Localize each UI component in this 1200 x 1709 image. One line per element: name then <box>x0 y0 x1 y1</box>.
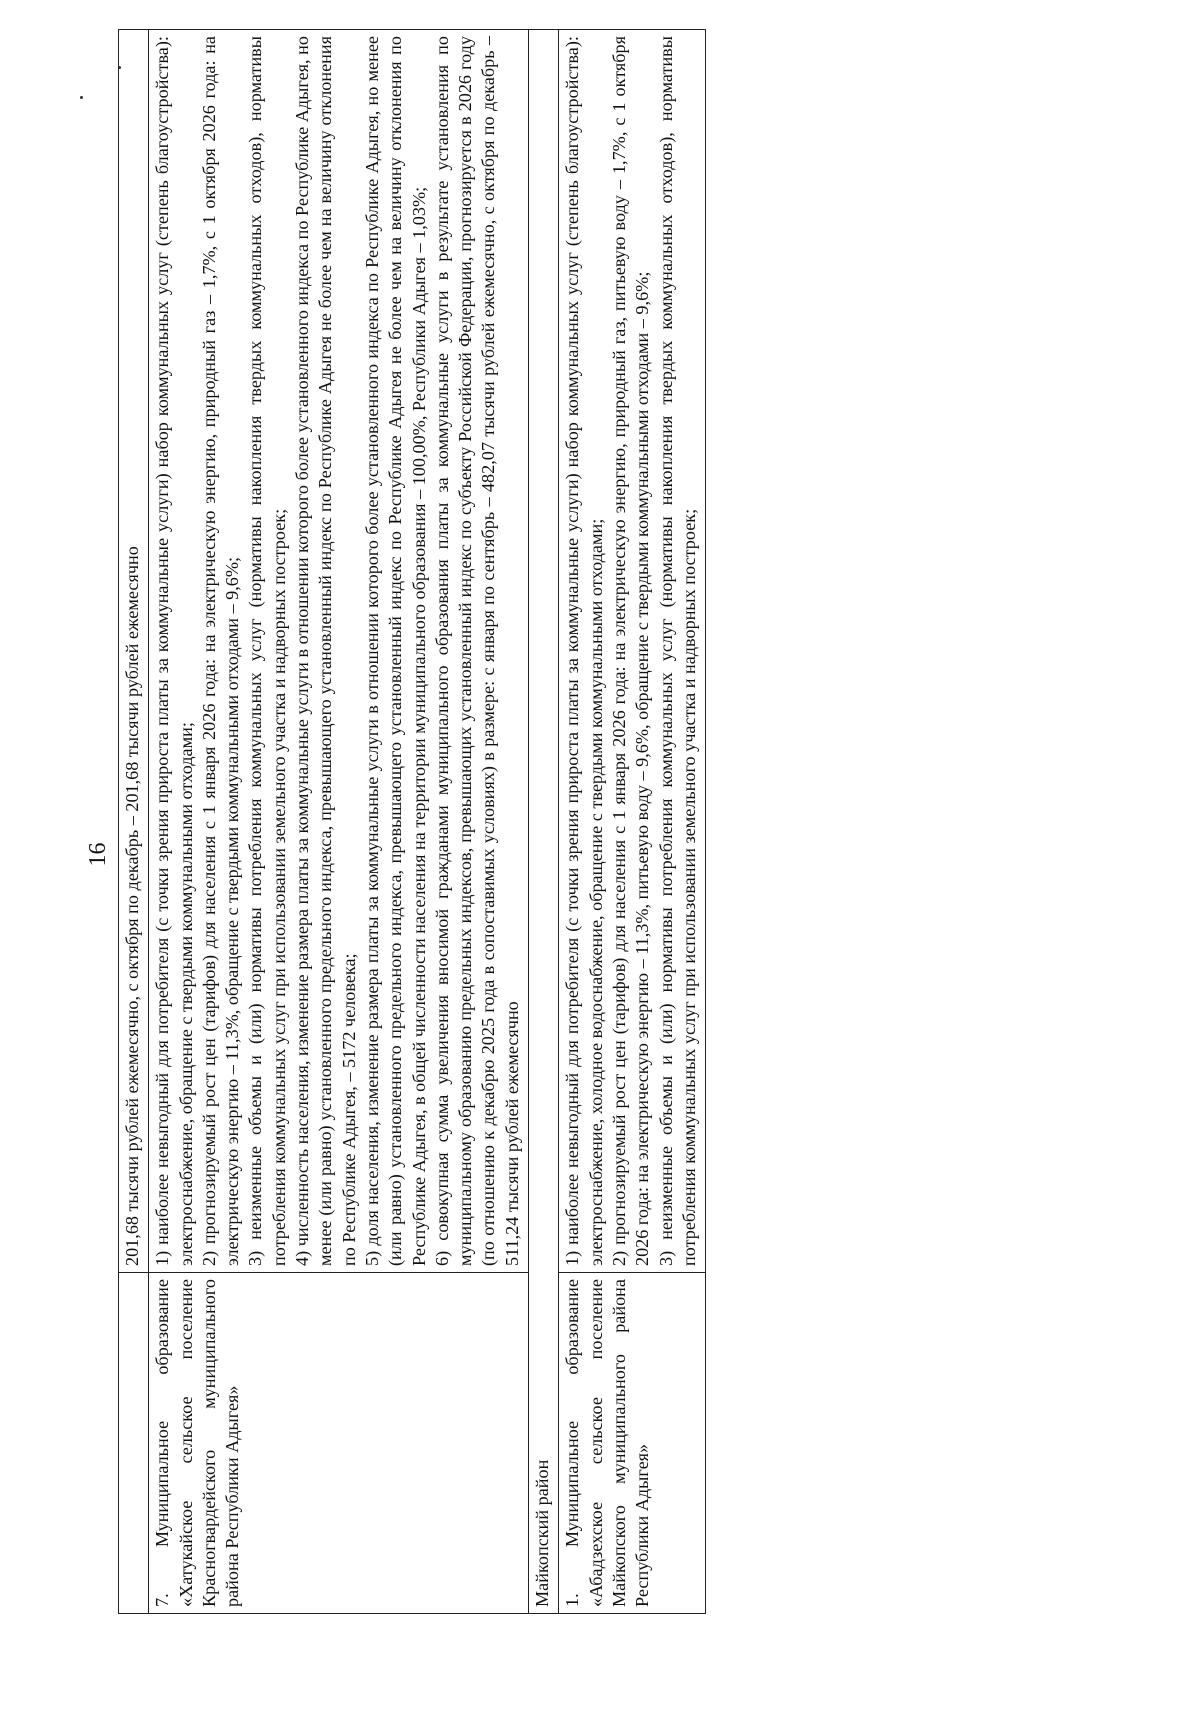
condition-item: 5) доля населения, изменение размера платы за коммунальные услуги в отношении которого более установленного индекса по Республике Адыгея, но менее (или равно) установленного предельного индекса, превышающего установленный индекс по Республике Адыгея не более чем на величину отклонения по Республике Адыгея, в общей численности населения на территории муниципального образования – 100,00%, Республики Адыгея – 1,03%; <box>361 36 429 1266</box>
scan-speck <box>118 66 121 69</box>
condition-item: 1) наиболее невыгодный для потребителя (с точки зрения прироста платы за коммунальные услуги) набор коммунальных услуг (степень благоустройства): электроснабжение, холодное водоснабжение, обращение с твердыми коммунальными отходами; <box>562 36 606 1266</box>
condition-item: 2) прогнозируемый рост цен (тарифов) для населения с 1 января 2026 года: на электрическую энергию, природный газ, питьевую воду – 1,7%, с 1 октября 2026 года: на электрическую энергию – 11,3%, питьевую воду – 9,6%, обращение с твердыми коммунальными отходами – 9,6%; <box>608 36 653 1266</box>
table-row <box>119 30 149 1614</box>
section-row <box>529 30 559 1614</box>
conditions-cell <box>559 30 706 1273</box>
table-row <box>149 30 529 1614</box>
condition-item: 6) совокупная сумма увеличения вносимой гражданами муниципального образования платы за коммунальные услуги в результате установления по муниципальному образованию предельных индексов, превышающих установленный индекс по субъекту Российской Федерации, прогнозируется в 2026 году (по отношению к декабрю 2025 года в сопоставимых условиях) в размере: с января по сентябрь – 482,07 тысячи рублей ежемесячно, с октября по декабрь – 511,24 тысячи рублей ежемесячно <box>431 36 522 1266</box>
condition-item: 201,68 тысячи рублей ежемесячно, с октября по декабрь – 201,68 тысячи рублей ежемесячно <box>122 546 142 1266</box>
indices-table <box>118 29 706 1614</box>
municipality-name-cell: 7. Муниципальное образование «Хатукайское сельское поселение Красногвардейского муниципального района Республики Адыгея» <box>149 1273 529 1614</box>
page-number: 16 <box>85 842 111 867</box>
condition-item: 1) наиболее невыгодный для потребителя (с точки зрения прироста платы за коммунальные услуги) набор коммунальных услуг (степень благоустройства): электроснабжение, обращение с твердыми коммунальными отходами; <box>152 36 196 1266</box>
condition-item: 3) неизменные объемы и (или) нормативы потребления коммунальных услуг (нормативы накопления твердых коммунальных отходов), нормативы потребления коммунальных услуг при использовании земельного участка и надворных построек; <box>655 36 699 1266</box>
table-row <box>559 30 706 1614</box>
municipality-name-cell <box>119 1273 149 1614</box>
condition-item: 3) неизменные объемы и (или) нормативы потребления коммунальных услуг (нормативы накопления твердых коммунальных отходов), нормативы потребления коммунальных услуг при использовании земельного участка и надворных построек; <box>245 36 289 1266</box>
scan-speck <box>80 96 83 99</box>
section-title: Майкопский район <box>529 30 559 1614</box>
conditions-cell <box>119 30 149 1273</box>
municipality-name-cell: 1. Муниципальное образование «Абадзехское сельское поселение Майкопского муниципального района Республики Адыгея» <box>559 1273 706 1614</box>
conditions-cell <box>149 30 529 1273</box>
condition-item: 4) численность населения, изменение размера платы за коммунальные услуги в отношении которого более установленного индекса по Республике Адыгея, но менее (или равно) установленного предельного индекса, превышающего установленный индекс по Республике Адыгея не более чем на величину отклонения по Республике Адыгея, – 5172 человека; <box>292 36 359 1266</box>
condition-item: 2) прогнозируемый рост цен (тарифов) для населения с 1 января 2026 года: на электрическую энергию, природный газ – 1,7%, с 1 октября 2026 года: на электрическую энергию – 11,3%, обращение с твердыми коммунальными отходами – 9,6%; <box>198 36 243 1266</box>
